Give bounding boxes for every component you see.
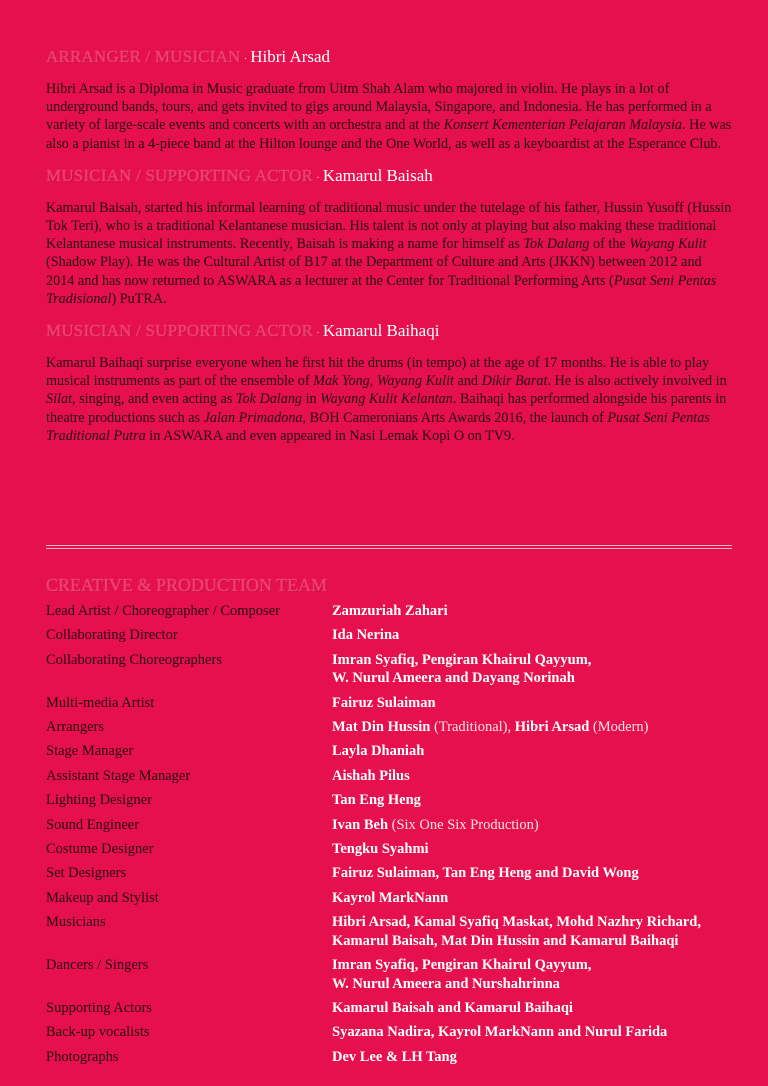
role-label: ARRANGER / MUSICIAN <box>46 47 241 66</box>
team-member: Ida Nerina <box>332 627 400 644</box>
team-row <box>46 864 746 883</box>
team-member: Imran Syafiq, Pengiran Khairul Qayyum, W. Nurul Ameera and Nurshahrinna <box>332 957 592 992</box>
person-name: Hibri Arsad <box>250 47 331 66</box>
team-row <box>46 791 746 810</box>
team-row <box>46 602 746 621</box>
team-role: Lighting Designer <box>46 792 152 809</box>
team-row <box>46 1048 746 1067</box>
team-row <box>46 913 746 950</box>
team-role: Costume Designer <box>46 841 154 858</box>
team-role: Sound Engineer <box>46 816 140 833</box>
team-role: Dancers / Singers <box>46 957 149 974</box>
bio-kamarul-baihaqi <box>46 320 732 445</box>
bio-text: Hibri Arsad is a Diploma in Music graduate from Uitm Shah Alam who majored in violin. He plays in a lot of underground bands, tours, and gets invited to gigs around Malaysia, Singapore, and Indonesia. He has performed in a variety of large-scale events and concerts with an orchestra and at the Konsert Kementerian Pelajaran Malaysia. He was also a pianist in a 4-piece band at the Hilton lounge and the One World, as well as a keyboardist at the Esperance Club. <box>46 81 732 152</box>
bio-text: Kamarul Baihaqi surprise everyone when he first hit the drums (in tempo) at the age of 17 months. He is able to play musical instruments as part of the ensemble of Mak Yong, Wayang Kulit and Dikir Barat. He is also actively involved in Silat, singing, and even acting as Tok Dalang in Wayang Kulit Kelantan. Baihaqi has performed alongside his parents in theatre productions such as Jalan Primadona, BOH Cameronians Arts Awards 2016, the launch of Pusat Seni Pentas Traditional Putra in ASWARA and even appeared in Nasi Lemak Kopi O on TV9. <box>46 355 727 444</box>
team-role: Set Designers <box>46 865 127 882</box>
team-member: Fairuz Sulaiman, Tan Eng Heng and David Wong <box>332 865 639 882</box>
team-member: Kamarul Baisah and Kamarul Baihaqi <box>332 999 573 1016</box>
team-member: Dev Lee & LH Tang <box>332 1048 457 1065</box>
team-row <box>46 1023 746 1042</box>
team-role: Musicians <box>46 914 106 931</box>
team-role: Multi-media Artist <box>46 694 155 711</box>
bio-heading <box>46 46 732 70</box>
separator-dot: · <box>243 53 248 65</box>
team-role: Back-up vocalists <box>46 1024 150 1041</box>
team-member: Kayrol MarkNann <box>332 889 449 906</box>
team-row <box>46 889 746 908</box>
role-label: MUSICIAN / SUPPORTING ACTOR <box>46 165 314 185</box>
team-role: Stage Manager <box>46 743 134 760</box>
team-member: Mat Din Hussin (Traditional), Hibri Arsad (Modern) <box>332 719 649 736</box>
production-team <box>46 574 746 1072</box>
separator-dot: · <box>316 327 320 340</box>
team-member: Layla Dhaniah <box>332 743 425 760</box>
team-member: Fairuz Sulaiman <box>332 694 436 711</box>
person-name: Kamarul Baisah <box>322 165 433 185</box>
team-role: Collaborating Director <box>46 627 178 644</box>
team-row <box>46 651 746 688</box>
team-member: Syazana Nadira, Kayrol MarkNann and Nurul Farida <box>332 1024 668 1041</box>
team-row <box>46 816 746 835</box>
team-member: Zamzuriah Zahari <box>332 603 448 619</box>
bio-hibri-arsad <box>46 46 732 153</box>
team-row <box>46 840 746 859</box>
team-role: Lead Artist / Choreographer / Composer <box>46 603 280 619</box>
team-role: Supporting Actors <box>46 999 152 1016</box>
team-member: Ivan Beh (Six One Six Production) <box>332 816 539 833</box>
team-row <box>46 718 746 737</box>
bio-heading <box>46 320 732 344</box>
team-member: Imran Syafiq, Pengiran Khairul Qayyum, W. Nurul Ameera and Dayang Norinah <box>332 651 592 687</box>
person-name: Kamarul Baihaqi <box>322 321 440 341</box>
bios-section <box>46 46 732 453</box>
team-row <box>46 742 746 761</box>
team-member: Tengku Syahmi <box>332 841 429 858</box>
team-role: Makeup and Stylist <box>46 889 159 906</box>
section-divider <box>46 545 732 549</box>
team-row <box>46 626 746 645</box>
team-role: Collaborating Choreographers <box>46 651 222 668</box>
team-role: Photographs <box>46 1048 119 1065</box>
bio-text: Kamarul Baisah, started his informal learning of traditional music under the tutelage of his father, Hussin Yusoff (Hussin Tok Teri), who is a traditional Kelantanese musician. His talent is not only at playing but also making these traditional Kelantanese musical instruments. Recently, Baisah is making a name for himself as Tok Dalang of the Wayang Kulit (Shadow Play). He was the Cultural Artist of B17 at the Department of Culture and Arts (JKKN) between 2012 and 2014 and has now returned to ASWARA as a lecturer at the Center for Traditional Performing Arts (Pusat Seni Pentas Tradisional) PuTRA. <box>46 199 732 307</box>
role-label: MUSICIAN / SUPPORTING ACTOR <box>46 321 314 341</box>
team-title: CREATIVE & PRODUCTION TEAM <box>46 575 328 595</box>
team-row <box>46 694 746 713</box>
bio-heading <box>46 165 732 189</box>
team-role: Assistant Stage Manager <box>46 767 191 784</box>
bio-kamarul-baisah <box>46 165 732 308</box>
team-row <box>46 767 746 786</box>
separator-dot: · <box>316 171 320 184</box>
team-row <box>46 956 746 993</box>
team-row <box>46 999 746 1018</box>
team-role: Arrangers <box>46 719 104 736</box>
team-member: Hibri Arsad, Kamal Syafiq Maskat, Mohd Nazhry Richard, Kamarul Baisah, Mat Din Hussin and Kamarul Baihaqi <box>332 914 701 949</box>
team-member: Tan Eng Heng <box>332 792 421 809</box>
team-member: Aishah Pilus <box>332 767 410 784</box>
